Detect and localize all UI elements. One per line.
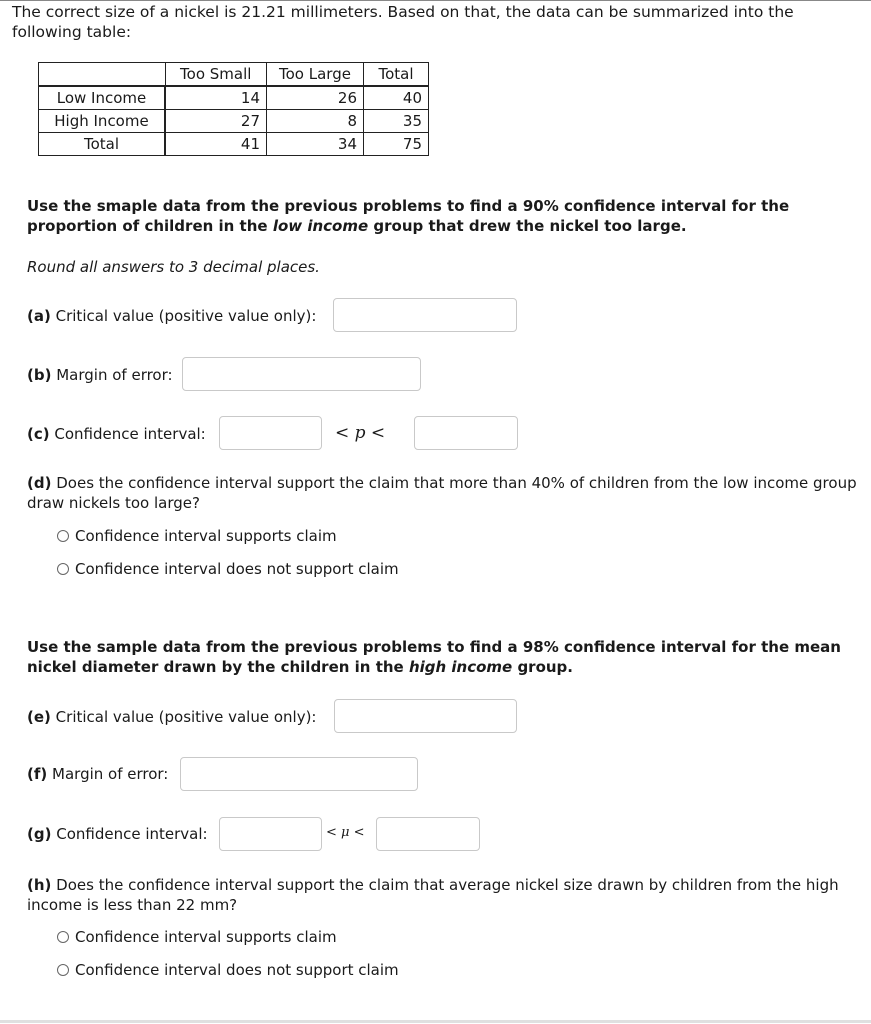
header-too-large: Too Large [267, 63, 364, 87]
table-cell: 27 [165, 110, 267, 133]
table-header-row [39, 63, 429, 87]
table-cell: 34 [267, 133, 364, 156]
table-cell: 26 [267, 86, 364, 110]
table-corner [39, 63, 166, 87]
table-cell: 40 [364, 86, 429, 110]
question-a-label: (a) Critical value (positive value only): [27, 307, 317, 325]
radio-button[interactable] [57, 530, 69, 542]
table-cell: 41 [165, 133, 267, 156]
header-total: Total [364, 63, 429, 87]
radio-button[interactable] [57, 964, 69, 976]
ci-lower-input-g[interactable] [219, 817, 322, 851]
table-cell: 35 [364, 110, 429, 133]
question-g-label: (g) Confidence interval: [27, 825, 208, 843]
question-c-label: (c) Confidence interval: [27, 425, 206, 443]
question-h-label: (h) Does the confidence interval support the claim that average nickel size drawn by children from the high income is less than 22 mm? [27, 876, 839, 914]
radio-button[interactable] [57, 931, 69, 943]
critical-value-input-e[interactable] [334, 699, 517, 733]
option-d-supports[interactable]: Confidence interval supports claim [57, 526, 337, 546]
option-h-supports[interactable]: Confidence interval supports claim [57, 927, 337, 947]
question-e-label: (e) Critical value (positive value only): [27, 708, 317, 726]
part1-prompt: Use the smaple data from the previous problems to find a 90% confidence interval for the proportion of children in the low income group that drew the nickel too large. [27, 197, 790, 235]
table-row [39, 133, 429, 156]
margin-of-error-input-b[interactable] [182, 357, 421, 391]
radio-button[interactable] [57, 563, 69, 575]
margin-of-error-input-f[interactable] [180, 757, 418, 791]
table-cell: 8 [267, 110, 364, 133]
ci-lower-input-c[interactable] [219, 416, 322, 450]
summary-table [38, 62, 429, 156]
table-cell: 14 [165, 86, 267, 110]
row-label: Total [39, 133, 166, 156]
intro-text: The correct size of a nickel is 21.21 millimeters. Based on that, the data can be summarized into the following table: [12, 3, 794, 41]
ci-upper-input-c[interactable] [414, 416, 518, 450]
critical-value-input-a[interactable] [333, 298, 517, 332]
part2-prompt: Use the sample data from the previous problems to find a 98% confidence interval for the mean nickel diameter drawn by the children in the high income group. [27, 638, 841, 676]
table-cell: 75 [364, 133, 429, 156]
ci-p-symbol: < p < [335, 423, 386, 443]
row-label: High Income [39, 110, 166, 133]
option-d-does-not-support[interactable]: Confidence interval does not support claim [57, 559, 399, 579]
top-divider [0, 0, 871, 1]
question-d-label: (d) Does the confidence interval support the claim that more than 40% of children from the low income group draw nickels too large? [27, 474, 857, 512]
ci-upper-input-g[interactable] [376, 817, 480, 851]
question-f-label: (f) Margin of error: [27, 765, 169, 783]
question-b-label: (b) Margin of error: [27, 366, 173, 384]
row-label: Low Income [39, 86, 166, 110]
header-too-small: Too Small [165, 63, 267, 87]
table-row [39, 86, 429, 110]
bottom-divider [0, 1020, 871, 1023]
ci-mu-symbol: < μ < [326, 825, 365, 840]
option-h-does-not-support[interactable]: Confidence interval does not support claim [57, 960, 399, 980]
table-row [39, 110, 429, 133]
round-note: Round all answers to 3 decimal places. [27, 258, 320, 276]
